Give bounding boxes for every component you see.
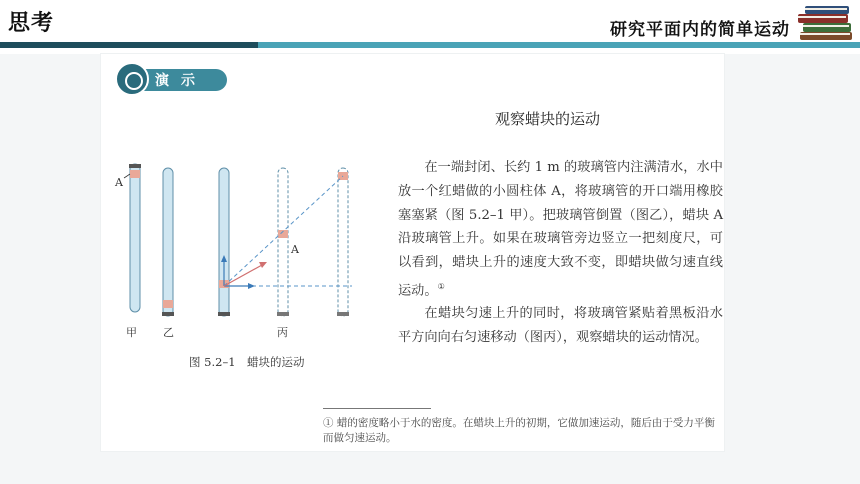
footnote-divider [323, 408, 431, 409]
tube-bing-middle [277, 168, 289, 316]
tube-bing-start [218, 168, 230, 316]
document-heading: 观察蜡块的运动 [495, 110, 601, 128]
tube-yi [162, 168, 174, 316]
figure-caption: 图 5.2–1 蜡块的运动 [189, 355, 305, 369]
slide-title: 思考 [8, 11, 55, 36]
demo-badge [115, 62, 227, 96]
bottom-margin [0, 451, 860, 484]
tube-bing-end [337, 168, 349, 316]
paragraph-1: 在一端封闭、长约 1 m 的玻璃管内注满清水，水中放一个红蜡做的小圆柱体 A，将玻璃管的开口端用橡胶塞塞紧（图 5.2–1 甲）。把玻璃管倒置（图乙），蜡块 A 沿玻璃管上升。如果在玻璃管旁边竖立一把刻度尺，可以看到，蜡块上升的速度大致不变，即蜡块做匀速直线运动。① [398, 160, 723, 299]
tube-jia [124, 164, 141, 312]
header-divider [0, 42, 860, 48]
label-jia: 甲 [126, 326, 137, 339]
left-margin [0, 54, 101, 451]
label-yi: 乙 [163, 326, 174, 339]
right-margin [724, 54, 860, 451]
wax-block-figure [112, 160, 374, 340]
lesson-title: 研究平面内的简单运动 [610, 20, 790, 40]
label-a-mid: A [291, 243, 299, 256]
books-icon [796, 2, 856, 44]
label-a-left: A [115, 176, 123, 189]
label-bing: 丙 [277, 326, 288, 339]
demo-label: 演示 [155, 73, 207, 89]
demo-circle-icon [115, 62, 149, 96]
footnote: ① 蜡的密度略小于水的密度。在蜡块上升的初期，它做加速运动，随后由于受力平衡而做匀速运动。 [323, 417, 715, 444]
velocity-diagonal-arrow [224, 265, 262, 286]
slide-header [0, 0, 860, 48]
paragraph-2: 在蜡块匀速上升的同时，将玻璃管紧贴着黑板沿水平方向向右匀速移动（图丙），观察蜡块的运动情况。 [398, 306, 723, 345]
footnote-marker: ① [437, 281, 445, 291]
